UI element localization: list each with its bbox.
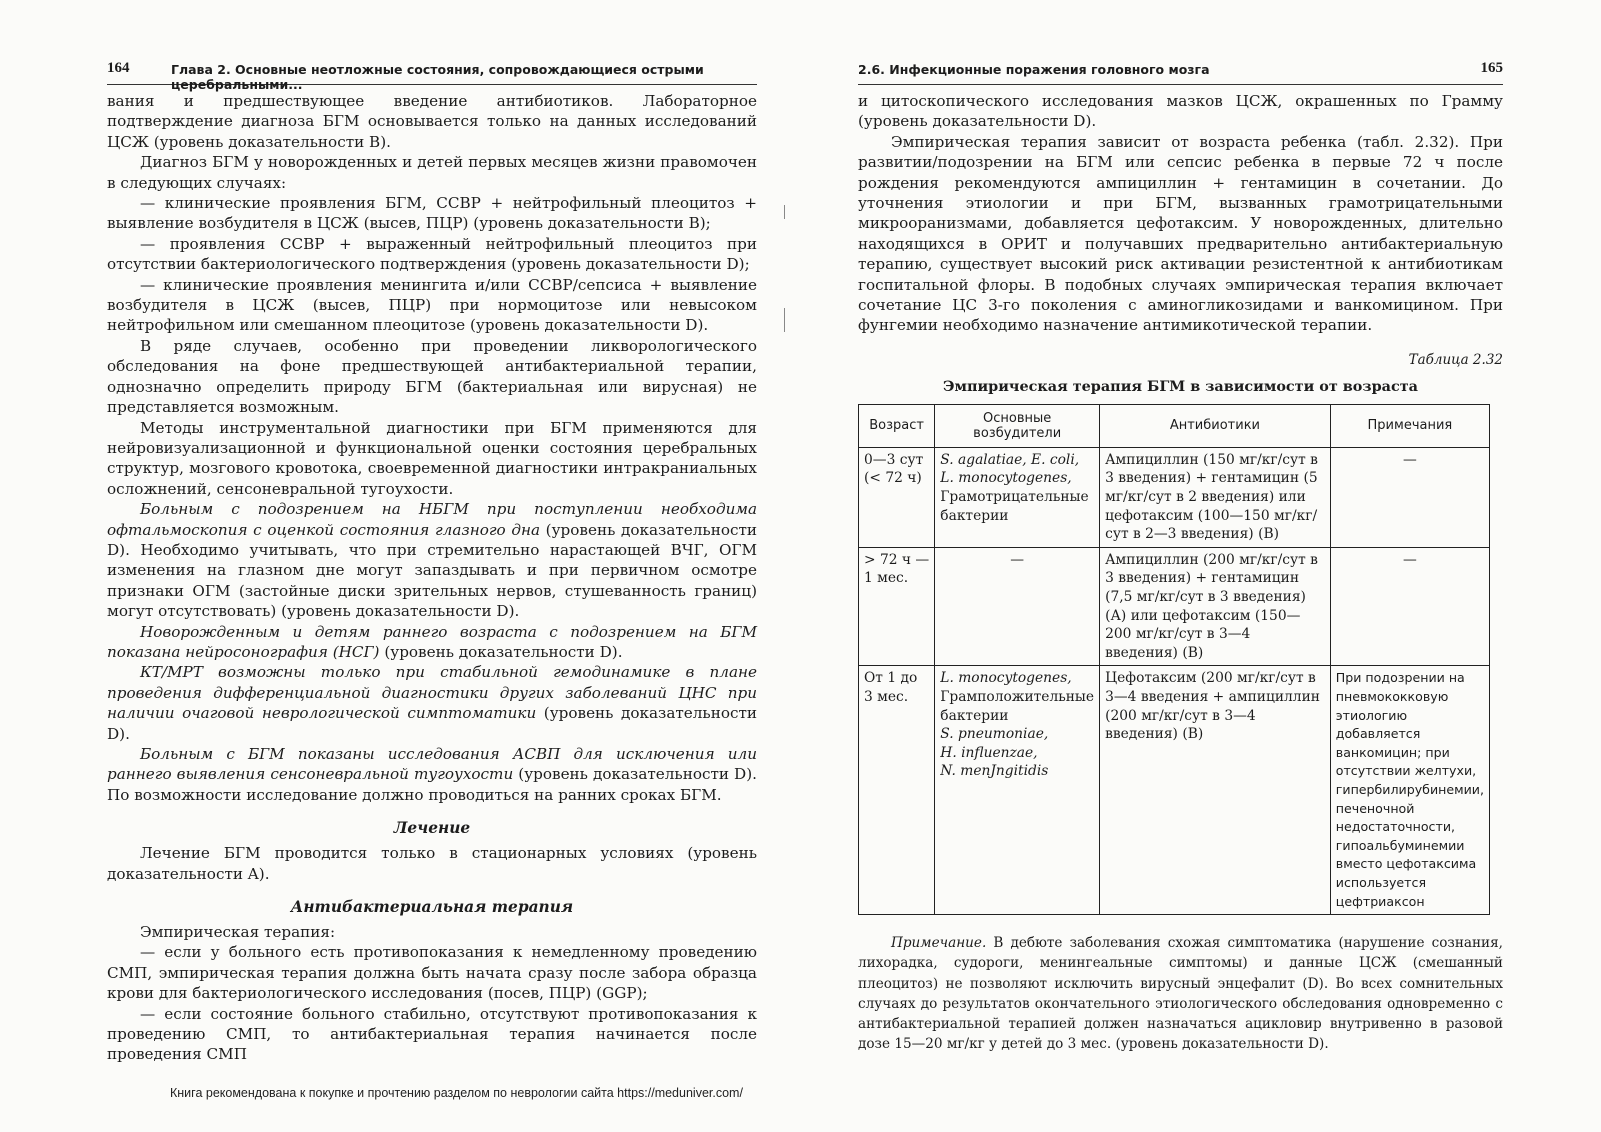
running-header: [858, 58, 1503, 85]
running-title: 2.6. Инфекционные поражения головного мозга: [858, 62, 1210, 77]
paragraph: [107, 662, 757, 744]
pathogen: N. menJngitidis: [940, 763, 1049, 780]
paragraph: [107, 622, 757, 663]
table-caption: Таблица 2.32: [1408, 351, 1503, 368]
pathogens-cell: [935, 666, 1100, 915]
paragraph: Методы инструментальной диагностики при БГМ применяются для нейровизуализационной и функциональной оценки состояния церебральных структур, мозгового кровотока, своевременной диагностики интракраниальных осложнений, сенсоневральной тугоухости.: [107, 418, 757, 498]
right-page: [858, 58, 1503, 1068]
paragraph: Диагноз БГМ у новорожденных и детей первых месяцев жизни правомочен в следующих случаях:: [107, 153, 757, 192]
list-item: — клинические проявления менингита и/или ССВР/сепсиса + выявление возбудителя в ЦСЖ (высев, ПЦР) при нормоцитозе или невысоком нейтрофильном или смешанном плеоцитозе (уровень доказательности D).: [107, 275, 757, 335]
age-cell: 0—3 сут (< 72 ч): [859, 447, 935, 547]
notes-cell: При подозрении на пневмококковую этиологию добавляется ванкомицин; при отсутствии желтухи, гипербилирубинемии, печеночной недостаточности, гипоальбуминемии вместо цефотаксима используется цефтриаксон: [1330, 666, 1489, 915]
section-heading: Лечение: [393, 819, 471, 838]
italic-text: КТ/МРТ возможны только при стабильной гемодинамике в плане проведения дифференциальной диагностики других заболеваний ЦНС при наличии очаговой неврологической симптоматики: [107, 663, 757, 723]
footer-link-text: Книга рекомендована к покупке и прочтению разделом по неврологии сайта https://meduniver.com/: [170, 1086, 743, 1100]
paragraph: В ряде случаев, особенно при проведении ликворологического обследования на фоне предшествующей антибактериальной терапии, однозначно определить природу БГМ (бактериальная или вирусная) не представляется возможным.: [107, 336, 757, 417]
paragraph: [107, 744, 757, 805]
italic-text: Больным с БГМ показаны исследования АСВП для исключения или раннего выявления сенсоневральной тугоухости: [107, 745, 757, 784]
paragraph: Эмпирическая терапия зависит от возраста ребенка (табл. 2.32). При развитии/подозрении на БГМ или сепсис ребенка в первые 72 ч после рождения рекомендуются ампициллин + гентамицин в сочетании. До уточнения этиологии и при БГМ, вызванных грамотрицательными микрооранизмами, добавляется цефотаксим. У новорожденных, длительно находящихся в ОРИТ и получавших предварительно антибактериальную терапию, существует высокий риск активации резистентной к антибиотикам госпитальной флоры. В подобных случаях эмпирическая терапия включает сочетание ЦС 3-го поколения с аминогликозидами и ванкомицином. При фунгемии необходимо назначение антимикотической терапии.: [858, 132, 1503, 335]
table-note: [858, 933, 1503, 1054]
paragraph: и цитоскопического исследования мазков ЦСЖ, окрашенных по Грамму (уровень доказательности D).: [858, 92, 1503, 131]
running-title: Глава 2. Основные неотложные состояния, сопровождающиеся острыми церебральными...: [171, 62, 704, 92]
column-header: Антибиотики: [1100, 404, 1331, 447]
pathogen: S. agalatiae, E. coli,: [940, 451, 1080, 468]
notes-cell: —: [1330, 447, 1489, 547]
body-text: [107, 91, 757, 1065]
pathogens-cell: —: [935, 547, 1100, 666]
column-header: Возраст: [859, 404, 935, 447]
pathogens-cell: [935, 447, 1100, 547]
pathogen: L. monocytogenes,: [940, 670, 1072, 687]
paragraph: Лечение БГМ проводится только в стационарных условиях (уровень доказательности A).: [107, 844, 757, 883]
list-item: — проявления ССВР + выраженный нейтрофильный плеоцитоз при отсутствии бактериологического подтверждения (уровень доказательности D);: [107, 234, 757, 274]
antibiotics-cell: Ампициллин (150 мг/кг/сут в 3 введения) + гентамицин (5 мг/кг/сут в 2 введения) или цефотаксим (100—150 мг/кг/сут в 2—3 введения) (В): [1100, 447, 1331, 547]
table-header-row: [859, 404, 1490, 447]
pathogen: Грамположительные бактерии: [940, 689, 1095, 724]
plain-text: (уровень доказательности D). Необходимо учитывать, что при стремительно нарастающей ВЧГ, ОГМ изменения на глазном дне могут запаздывать и при первичном осмотре признаки ОГМ (застойные диски зрительных нервов, стушеванность границ) могут отсутствовать) (уровень доказательности D).: [107, 520, 757, 621]
plain-text: (уровень доказательности D).: [107, 704, 757, 743]
notes-cell: —: [1330, 547, 1489, 666]
paragraph: Эмпирическая терапия:: [140, 923, 336, 942]
section-heading: Антибактериальная терапия: [290, 898, 574, 917]
plain-text: (уровень доказательности D).: [379, 642, 623, 661]
note-text: В дебюте заболевания схожая симптоматика (нарушение сознания, лихорадка, судороги, менингеальные симптомы) и данные ЦСЖ (смешанный плеоцитоз) не позволяют исключить вирусный энцефалит (D). Во всех сомнительных случаях до результатов окончательного этиологического обследования одновременно с антибактериальной терапией должен назначаться ацикловир внутривенно в разовой дозе 15—20 мг/кг у детей до 3 мес. (уровень доказательности D).: [858, 935, 1503, 1053]
table-row: [859, 547, 1490, 666]
left-page: [107, 58, 757, 1065]
italic-text: Больным с подозрением на НБГМ при поступлении необходима офтальмоскопия с оценкой состояния глазного дна: [107, 500, 757, 539]
list-item: — клинические проявления БГМ, ССВР + нейтрофильный плеоцитоз + выявление возбудителя в ЦСЖ (высев, ПЦР) (уровень доказательности B);: [107, 194, 757, 233]
age-cell: > 72 ч — 1 мес.: [859, 547, 935, 666]
page-number: 164: [107, 60, 130, 76]
pathogen: H. influenzae,: [940, 744, 1038, 761]
body-text: [858, 91, 1503, 336]
paragraph: вания и предшествующее введение антибиотиков. Лабораторное подтверждение диагноза БГМ основывается только на данных исследований ЦСЖ (уровень доказательности B).: [107, 92, 757, 151]
page-gutter-mark: [784, 205, 785, 219]
table-row: [859, 447, 1490, 547]
antibiotics-cell: Цефотаксим (200 мг/кг/сут в 3—4 введения + ампициллин (200 мг/кг/сут в 3—4 введения) (В): [1100, 666, 1331, 915]
age-cell: От 1 до 3 мес.: [859, 666, 935, 915]
table-row: [859, 666, 1490, 915]
column-header: Основные возбудители: [935, 404, 1100, 447]
therapy-table: [858, 404, 1490, 915]
plain-text: (уровень доказательности D). По возможности исследование должно проводиться на ранних сроках БГМ.: [107, 765, 757, 804]
pathogen: Грамотрицательные бактерии: [940, 489, 1089, 524]
paragraph: [107, 499, 757, 621]
list-item: — если у больного есть противопоказания к немедленному проведению СМП, эмпирическая терапия должна быть начата сразу после забора образца крови для бактериологического исследования (посев, ПЦР) (GGP);: [107, 943, 757, 1003]
pathogen: L. monocytogenes,: [940, 470, 1072, 487]
column-header: Примечания: [1330, 404, 1489, 447]
page-number: 165: [1480, 60, 1503, 76]
note-label: Примечание.: [891, 935, 987, 952]
antibiotics-cell: Ампициллин (200 мг/кг/сут в 3 введения) + гентамицин (7,5 мг/кг/сут в 3 введения) (А) или цефотаксим (150—200 мг/кг/сут в 3—4 введения) (В): [1100, 547, 1331, 666]
page-gutter-mark: [784, 308, 785, 332]
table-title: Эмпирическая терапия БГМ в зависимости от возраста: [943, 377, 1418, 395]
running-header: [107, 58, 757, 92]
pathogen: S. pneumoniae,: [940, 726, 1049, 743]
italic-text: Новорожденным и детям раннего возраста с подозрением на БГМ показана нейросонография (НСГ): [107, 622, 757, 661]
list-item: — если состояние больного стабильно, отсутствуют противопоказания к проведению СМП, то антибактериальная терапия начинается после проведения СМП: [107, 1004, 757, 1064]
